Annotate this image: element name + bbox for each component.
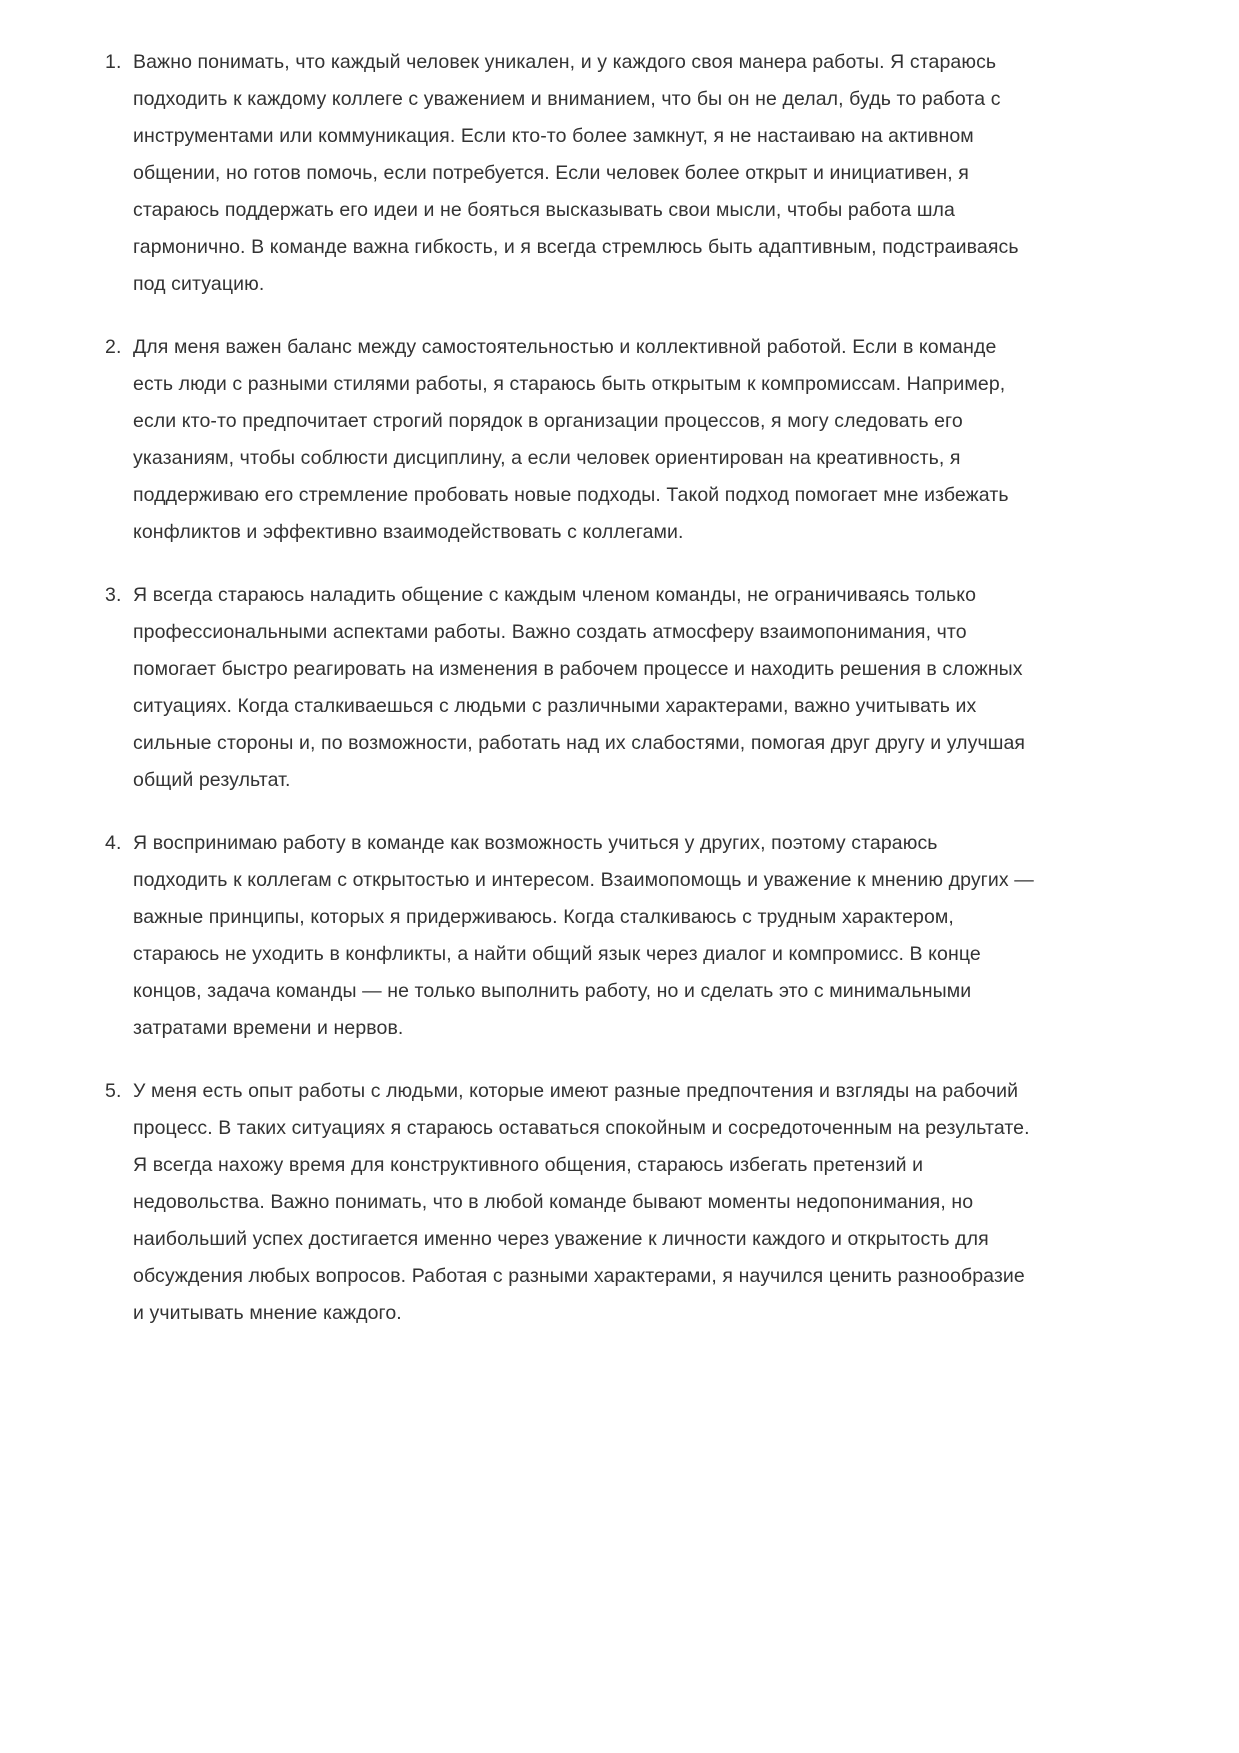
list-item-number: 5. xyxy=(105,1080,122,1102)
list-item-text: Важно понимать, что каждый человек уникален, и у каждого своя манера работы. Я стараюсь подходить к каждому коллеге с уважением и вниманием, что бы он не делал, будь то работа с инструментами или коммуникация. Если кто-то более замкнут, я не настаиваю на активном общении, но готов помочь, если потребуется. Если человек более открыт и инициативен, я стараюсь поддержать его идеи и не бояться высказывать свои мысли, чтобы работа шла гармонично. В команде важна гибкость, и я всегда стремлюсь быть адаптивным, подстраиваясь под ситуацию. xyxy=(133,51,1019,295)
numbered-list xyxy=(0,44,1034,1332)
list-item xyxy=(105,1073,1034,1332)
list-item-text: Для меня важен баланс между самостоятельностью и коллективной работой. Если в команде есть люди с разными стилями работы, я стараюсь быть открытым к компромиссам. Например, если кто-то предпочитает строгий порядок в организации процессов, я могу следовать его указаниям, чтобы соблюсти дисциплину, а если человек ориентирован на креативность, я поддерживаю его стремление пробовать новые подходы. Такой подход помогает мне избежать конфликтов и эффективно взаимодействовать с коллегами. xyxy=(133,336,1009,543)
list-item xyxy=(105,577,1034,799)
list-item xyxy=(105,329,1034,551)
list-item-number: 3. xyxy=(105,584,122,606)
list-item-number: 4. xyxy=(105,832,122,854)
list-item-text: Я всегда стараюсь наладить общение с каждым членом команды, не ограничиваясь только профессиональными аспектами работы. Важно создать атмосферу взаимопонимания, что помогает быстро реагировать на изменения в рабочем процессе и находить решения в сложных ситуациях. Когда сталкиваешься с людьми с различными характерами, важно учитывать их сильные стороны и, по возможности, работать над их слабостями, помогая друг другу и улучшая общий результат. xyxy=(133,584,1026,791)
list-item xyxy=(105,44,1034,303)
list-item-number: 2. xyxy=(105,336,122,358)
list-item-text: Я воспринимаю работу в команде как возможность учиться у других, поэтому стараюсь подходить к коллегам с открытостью и интересом. Взаимопомощь и уважение к мнению других — важные принципы, которых я придерживаюсь. Когда сталкиваюсь с трудным характером, стараюсь не уходить в конфликты, а найти общий язык через диалог и компромисс. В конце концов, задача команды — не только выполнить работу, но и сделать это с минимальными затратами времени и нервов. xyxy=(133,832,1034,1039)
list-item xyxy=(105,825,1034,1047)
list-item-number: 1. xyxy=(105,51,122,73)
list-item-text: У меня есть опыт работы с людьми, которые имеют разные предпочтения и взгляды на рабочий процесс. В таких ситуациях я стараюсь оставаться спокойным и сосредоточенным на результате. Я всегда нахожу время для конструктивного общения, стараюсь избегать претензий и недовольства. Важно понимать, что в любой команде бывают моменты недопонимания, но наибольший успех достигается именно через уважение к личности каждого и открытость для обсуждения любых вопросов. Работая с разными характерами, я научился ценить разнообразие и учитывать мнение каждого. xyxy=(133,1080,1030,1324)
